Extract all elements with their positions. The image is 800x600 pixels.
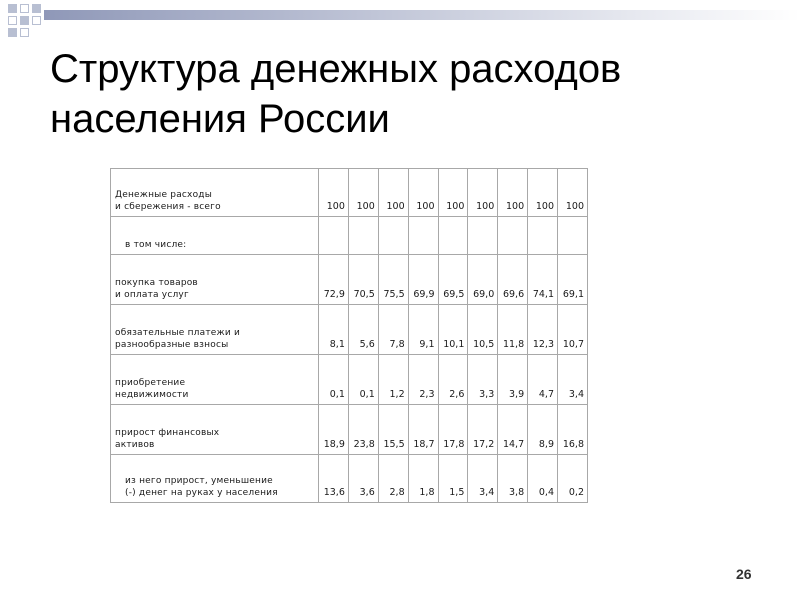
table-cell: 0,4	[528, 455, 558, 503]
row-label-line: (-) денег на руках у населения	[125, 488, 278, 498]
table-cell	[348, 217, 378, 255]
deco-square	[20, 4, 29, 13]
table-cell: 69,6	[498, 255, 528, 305]
table-cell: 11,8	[498, 305, 528, 355]
table-cell	[378, 217, 408, 255]
table-cell: 100	[408, 169, 438, 217]
title-line-2: населения России	[50, 97, 390, 141]
row-label-line: в том числе:	[125, 240, 187, 250]
row-label-line: и оплата услуг	[115, 290, 189, 300]
row-label	[111, 355, 319, 405]
table-cell: 23,8	[348, 405, 378, 455]
table-row	[111, 217, 588, 255]
table-cell: 10,7	[558, 305, 588, 355]
table-cell: 8,1	[319, 305, 349, 355]
table-cell: 100	[528, 169, 558, 217]
row-label-line: Денежные расходы	[115, 190, 213, 200]
deco-square	[20, 28, 29, 37]
table-cell: 0,1	[348, 355, 378, 405]
table-cell: 1,2	[378, 355, 408, 405]
table-cell: 15,5	[378, 405, 408, 455]
deco-square	[8, 4, 17, 13]
row-label-line: активов	[115, 440, 155, 450]
table-cell: 100	[438, 169, 468, 217]
table-row	[111, 455, 588, 503]
table-cell: 72,9	[319, 255, 349, 305]
row-label-line: покупка товаров	[115, 278, 198, 288]
table-cell	[498, 217, 528, 255]
row-label-line: приобретение	[115, 378, 186, 388]
table-cell: 7,8	[378, 305, 408, 355]
table-cell: 3,6	[348, 455, 378, 503]
table-cell: 2,8	[378, 455, 408, 503]
row-label-line: обязательные платежи и	[115, 328, 240, 338]
table-cell: 100	[319, 169, 349, 217]
page-title	[50, 44, 750, 144]
table-cell: 10,5	[468, 305, 498, 355]
row-label-line: из него прирост, уменьшение	[125, 476, 273, 486]
row-label	[111, 405, 319, 455]
deco-square	[20, 16, 29, 25]
table-row	[111, 255, 588, 305]
title-line-1: Структура денежных расходов	[50, 47, 622, 91]
table-cell: 69,1	[558, 255, 588, 305]
expenditure-structure-table	[110, 168, 588, 503]
table-cell	[558, 217, 588, 255]
table-cell	[468, 217, 498, 255]
table-cell	[438, 217, 468, 255]
table-cell: 2,6	[438, 355, 468, 405]
table-cell: 3,8	[498, 455, 528, 503]
deco-square	[32, 4, 41, 13]
table-cell: 100	[468, 169, 498, 217]
deco-square	[8, 28, 17, 37]
table-cell: 1,8	[408, 455, 438, 503]
table-cell: 0,2	[558, 455, 588, 503]
table-row	[111, 305, 588, 355]
table-cell: 3,3	[468, 355, 498, 405]
table-cell: 4,7	[528, 355, 558, 405]
decorative-checker-bar	[0, 0, 800, 40]
table-cell: 3,4	[558, 355, 588, 405]
row-label-line: разнообразные взносы	[115, 340, 229, 350]
table-cell: 2,3	[408, 355, 438, 405]
row-label	[111, 169, 319, 217]
table-cell: 100	[348, 169, 378, 217]
table-cell: 17,8	[438, 405, 468, 455]
deco-square	[8, 16, 17, 25]
table-cell: 69,9	[408, 255, 438, 305]
table-cell: 69,5	[438, 255, 468, 305]
table-cell: 100	[558, 169, 588, 217]
table-cell: 12,3	[528, 305, 558, 355]
table-row	[111, 405, 588, 455]
table-cell: 18,9	[319, 405, 349, 455]
table-cell: 17,2	[468, 405, 498, 455]
row-label	[111, 217, 319, 255]
table-cell: 13,6	[319, 455, 349, 503]
table-cell: 74,1	[528, 255, 558, 305]
row-label	[111, 305, 319, 355]
table-row	[111, 169, 588, 217]
table-cell: 10,1	[438, 305, 468, 355]
table-cell: 69,0	[468, 255, 498, 305]
row-label	[111, 455, 319, 503]
deco-gradient-band	[44, 10, 800, 20]
row-label-line: прирост финансовых	[115, 428, 220, 438]
table-cell: 16,8	[558, 405, 588, 455]
table-cell	[408, 217, 438, 255]
table-row	[111, 355, 588, 405]
table-cell: 9,1	[408, 305, 438, 355]
table-cell: 75,5	[378, 255, 408, 305]
table-cell: 3,4	[468, 455, 498, 503]
row-label-line: и сбережения - всего	[115, 202, 221, 212]
table-cell: 0,1	[319, 355, 349, 405]
table-cell: 8,9	[528, 405, 558, 455]
row-label	[111, 255, 319, 305]
table-cell: 5,6	[348, 305, 378, 355]
table-cell: 100	[378, 169, 408, 217]
table-cell: 70,5	[348, 255, 378, 305]
deco-square	[32, 16, 41, 25]
page-number: 26	[736, 566, 752, 582]
table-cell: 3,9	[498, 355, 528, 405]
table-cell: 1,5	[438, 455, 468, 503]
table-cell: 14,7	[498, 405, 528, 455]
table-cell: 18,7	[408, 405, 438, 455]
table-cell	[319, 217, 349, 255]
table-cell	[528, 217, 558, 255]
row-label-line: недвижимости	[115, 390, 189, 400]
table-cell: 100	[498, 169, 528, 217]
